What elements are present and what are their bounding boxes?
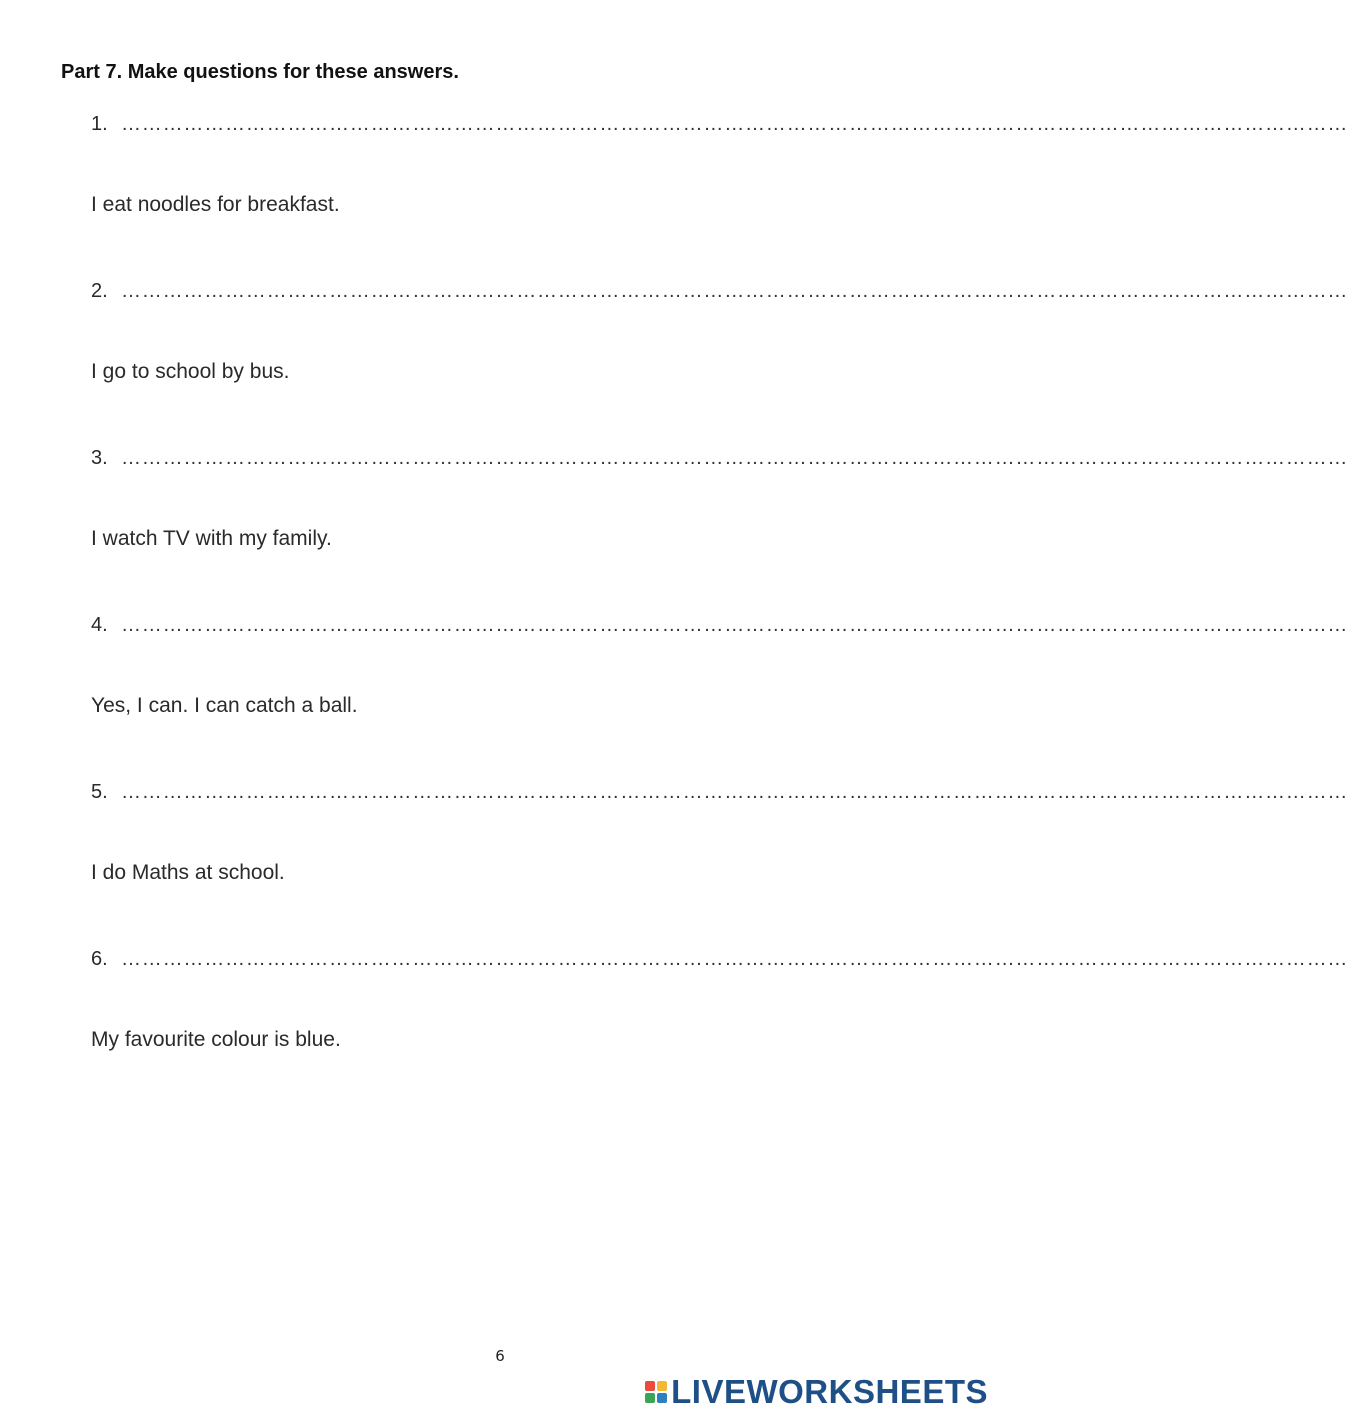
- given-answer: I go to school by bus.: [91, 360, 290, 383]
- page-number: 6: [495, 1347, 505, 1365]
- question-line-4[interactable]: [91, 614, 1348, 642]
- given-answer: I do Maths at school.: [91, 861, 285, 884]
- answer-blank-dots[interactable]: ……………………………………………………………………………………………………………………………………………………………: [121, 113, 1348, 135]
- question-item-6: [91, 948, 1348, 1051]
- given-answer: Yes, I can. I can catch a ball.: [91, 694, 358, 717]
- question-item-3: [91, 447, 1348, 550]
- question-line-6[interactable]: [91, 948, 1348, 976]
- question-item-2: [91, 280, 1348, 383]
- question-line-1[interactable]: [91, 113, 1348, 141]
- page-heading: Part 7. Make questions for these answers.: [61, 61, 459, 83]
- question-line-5[interactable]: [91, 781, 1348, 809]
- liveworksheets-logo: [645, 1373, 988, 1411]
- question-number: 5.: [91, 781, 108, 803]
- given-answer: I watch TV with my family.: [91, 527, 332, 550]
- answer-blank-dots[interactable]: ……………………………………………………………………………………………………………………………………………………………: [121, 447, 1348, 469]
- question-item-4: [91, 614, 1348, 717]
- answer-blank-dots[interactable]: ……………………………………………………………………………………………………………………………………………………………: [121, 614, 1348, 636]
- question-item-5: [91, 781, 1348, 884]
- question-number: 4.: [91, 614, 108, 636]
- question-number: 2.: [91, 280, 108, 302]
- question-number: 6.: [91, 948, 108, 970]
- question-number: 1.: [91, 113, 108, 135]
- question-item-1: [91, 113, 1348, 216]
- liveworksheets-logo-text: LIVEWORKSHEETS: [671, 1373, 988, 1410]
- question-line-3[interactable]: [91, 447, 1348, 475]
- given-answer: My favourite colour is blue.: [91, 1028, 341, 1051]
- answer-blank-dots[interactable]: ……………………………………………………………………………………………………………………………………………………………: [121, 280, 1348, 302]
- answer-blank-dots[interactable]: ……………………………………………………………………………………………………………………………………………………………: [121, 948, 1348, 970]
- given-answer: I eat noodles for breakfast.: [91, 193, 340, 216]
- question-line-2[interactable]: [91, 280, 1348, 308]
- answer-blank-dots[interactable]: ……………………………………………………………………………………………………………………………………………………………: [121, 781, 1348, 803]
- liveworksheets-logo-icon: [645, 1381, 667, 1403]
- question-number: 3.: [91, 447, 108, 469]
